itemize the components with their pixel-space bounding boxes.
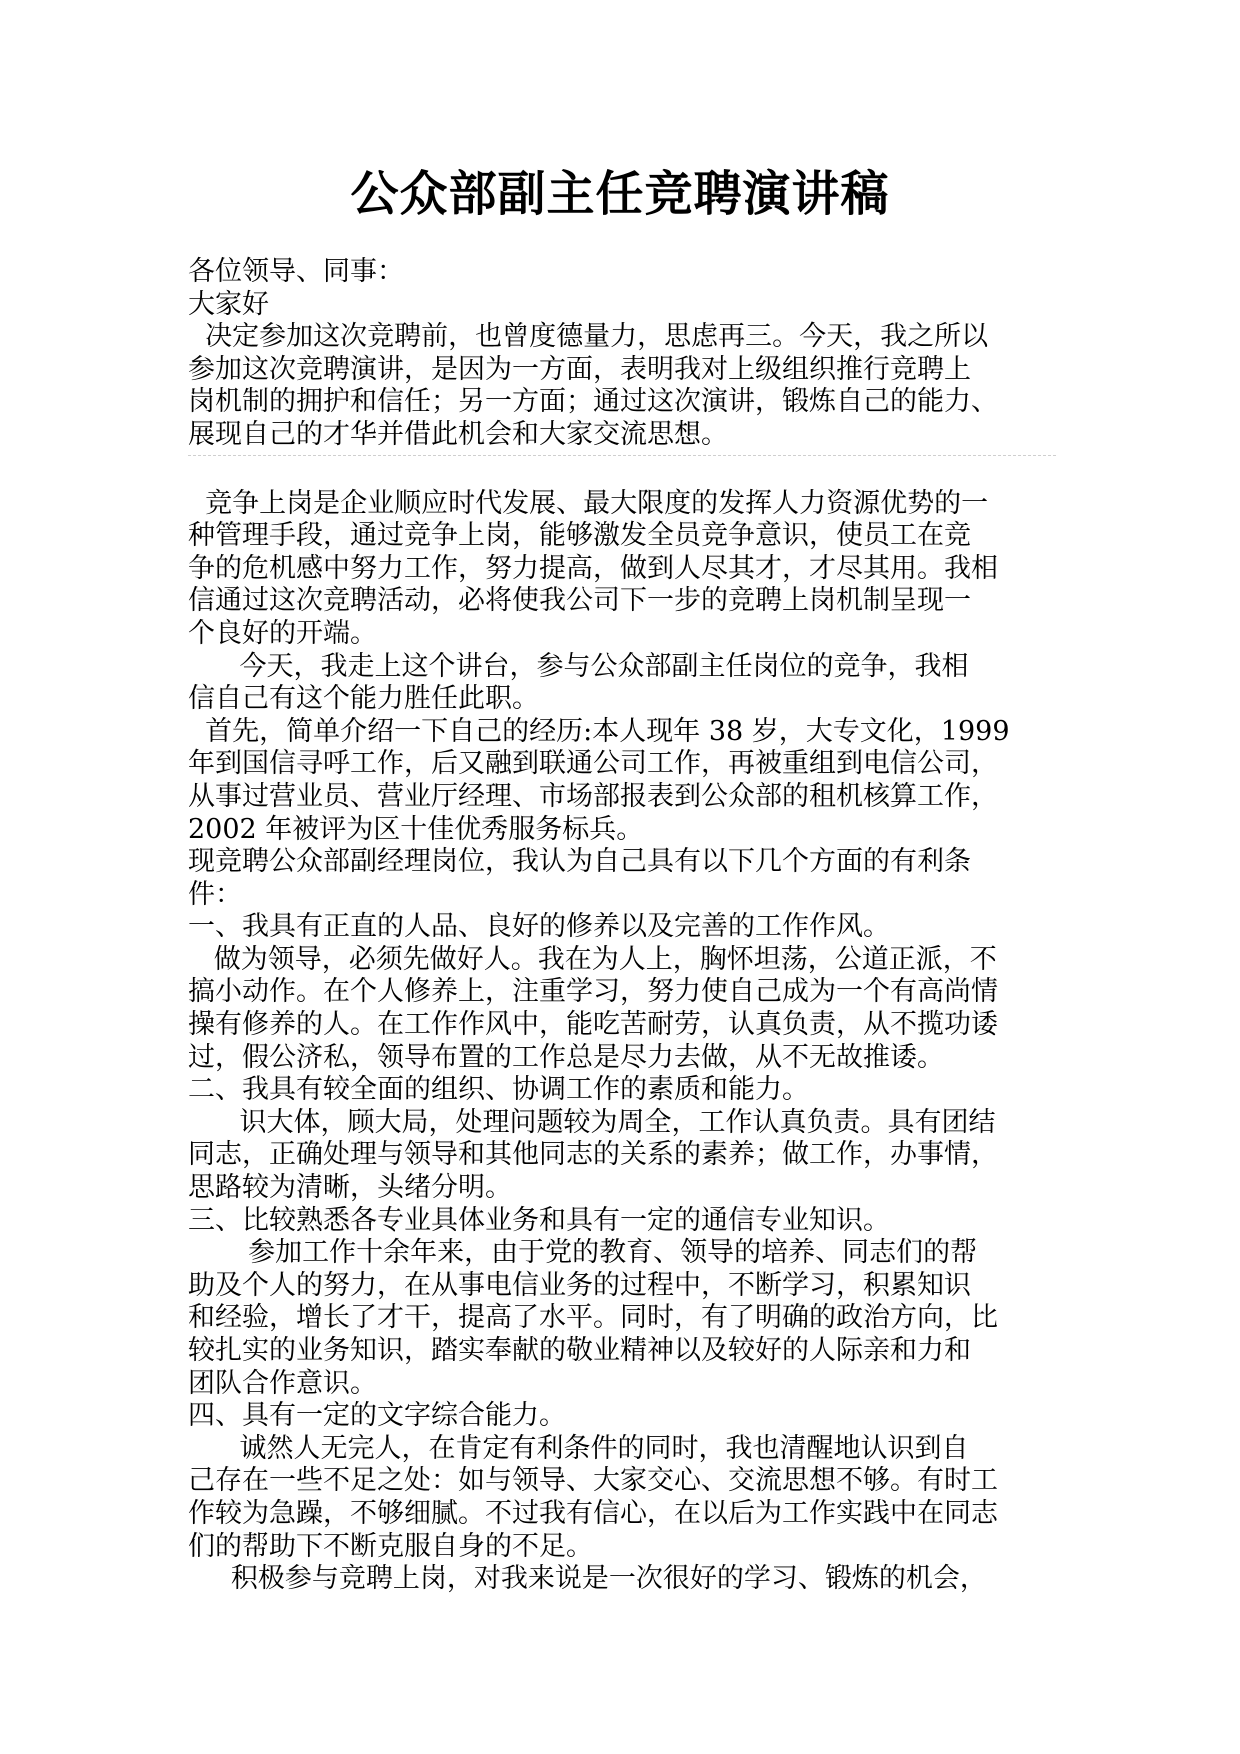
- text-line: 件：: [188, 878, 242, 910]
- text-line: 诚然人无完人，在肯定有利条件的同时，我也清醒地认识到自: [188, 1432, 969, 1464]
- text-line: 过，假公济私，领导布置的工作总是尽力去做，从不无故推诿。: [188, 1041, 944, 1073]
- section-heading: 四、具有一定的文字综合能力。: [188, 1400, 566, 1432]
- text-line: 2002 年被评为区十佳优秀服务标兵。: [188, 813, 644, 845]
- text-line: 年到国信寻呼工作，后又融到联通公司工作，再被重组到电信公司，: [188, 748, 998, 780]
- text-line: 个良好的开端。: [188, 617, 377, 649]
- text-line: 同志，正确处理与领导和其他同志的关系的素养；做工作，办事情，: [188, 1139, 998, 1171]
- section-heading: 一、我具有正直的人品、良好的修养以及完善的工作作风。: [188, 911, 890, 943]
- text-line: 大家好: [188, 288, 269, 320]
- text-line: 竞争上岗是企业顺应时代发展、最大限度的发挥人力资源优势的一: [188, 487, 989, 519]
- intro-section: [188, 256, 1056, 452]
- section-divider: [188, 455, 1056, 456]
- text-line: 积极参与竞聘上岗，对我来说是一次很好的学习、锻炼的机会，: [188, 1563, 987, 1595]
- text-line: 和经验，增长了才干，提高了水平。同时，有了明确的政治方向，比: [188, 1302, 998, 1334]
- text-line: 较扎实的业务知识，踏实奉献的敬业精神以及较好的人际亲和力和: [188, 1335, 971, 1366]
- text-line: 信自己有这个能力胜任此职。: [188, 683, 539, 715]
- text-line: 从事过营业员、营业厅经理、市场部报表到公众部的租机核算工作，: [188, 780, 998, 812]
- text-line: 决定参加这次竞聘前，也曾度德量力，思虑再三。今天，我之所以: [188, 321, 989, 353]
- text-line: 思路较为清晰，头绪分明。: [188, 1172, 512, 1204]
- text-line: 信通过这次竞聘活动，必将使我公司下一步的竞聘上岗机制呈现一: [188, 585, 971, 617]
- text-line: 己存在一些不足之处：如与领导、大家交心、交流思想不够。有时工: [188, 1465, 998, 1497]
- text-line: 识大体，顾大局，处理问题较为周全，工作认真负责。具有团结: [188, 1106, 996, 1138]
- text-line: 参加工作十余年来，由于党的教育、领导的培养、同志们的帮: [188, 1237, 978, 1269]
- text-line: 做为领导，必须先做好人。我在为人上，胸怀坦荡，公道正派，不: [188, 943, 997, 975]
- text-line: 参加这次竞聘演讲，是因为一方面，表明我对上级组织推行竞聘上: [188, 353, 971, 385]
- section-heading: 三、比较熟悉各专业具体业务和具有一定的通信专业知识。: [188, 1204, 890, 1236]
- text-line: 种管理手段，通过竞争上岗，能够激发全员竞争意识，使员工在竞: [188, 520, 971, 552]
- text-line: 搞小动作。在个人修养上，注重学习，努力使自己成为一个有高尚情: [188, 976, 998, 1008]
- text-line: 作较为急躁，不够细腻。不过我有信心，在以后为工作实践中在同志: [188, 1497, 998, 1529]
- text-line: 团队合作意识。: [188, 1367, 377, 1399]
- text-line: 们的帮助下不断克服自身的不足。: [188, 1530, 593, 1562]
- text-line: 现竞聘公众部副经理岗位，我认为自己具有以下几个方面的有利条: [188, 846, 971, 878]
- main-section: [188, 488, 1056, 1596]
- text-line: 争的危机感中努力工作，努力提高，做到人尽其才，才尽其用。我相: [188, 552, 998, 584]
- document-body: [188, 256, 1056, 1596]
- text-line: 今天，我走上这个讲台，参与公众部副主任岗位的竞争，我相: [188, 650, 969, 682]
- text-line: 展现自己的才华并借此机会和大家交流思想。: [188, 418, 728, 450]
- document-title: 公众部副主任竞聘演讲稿: [350, 166, 890, 222]
- text-line: 岗机制的拥护和信任；另一方面；通过这次演讲，锻炼自己的能力、: [188, 386, 998, 418]
- text-line: 操有修养的人。在工作作风中，能吃苦耐劳，认真负责，从不揽功诿: [188, 1009, 998, 1041]
- text-line: 各位领导、同事：: [188, 256, 404, 287]
- section-heading: 二、我具有较全面的组织、协调工作的素质和能力。: [188, 1074, 809, 1106]
- text-line: 首先，简单介绍一下自己的经历:本人现年 38 岁，大专文化，1999: [188, 715, 1010, 747]
- text-line: 助及个人的努力，在从事电信业务的过程中，不断学习，积累知识: [188, 1269, 971, 1301]
